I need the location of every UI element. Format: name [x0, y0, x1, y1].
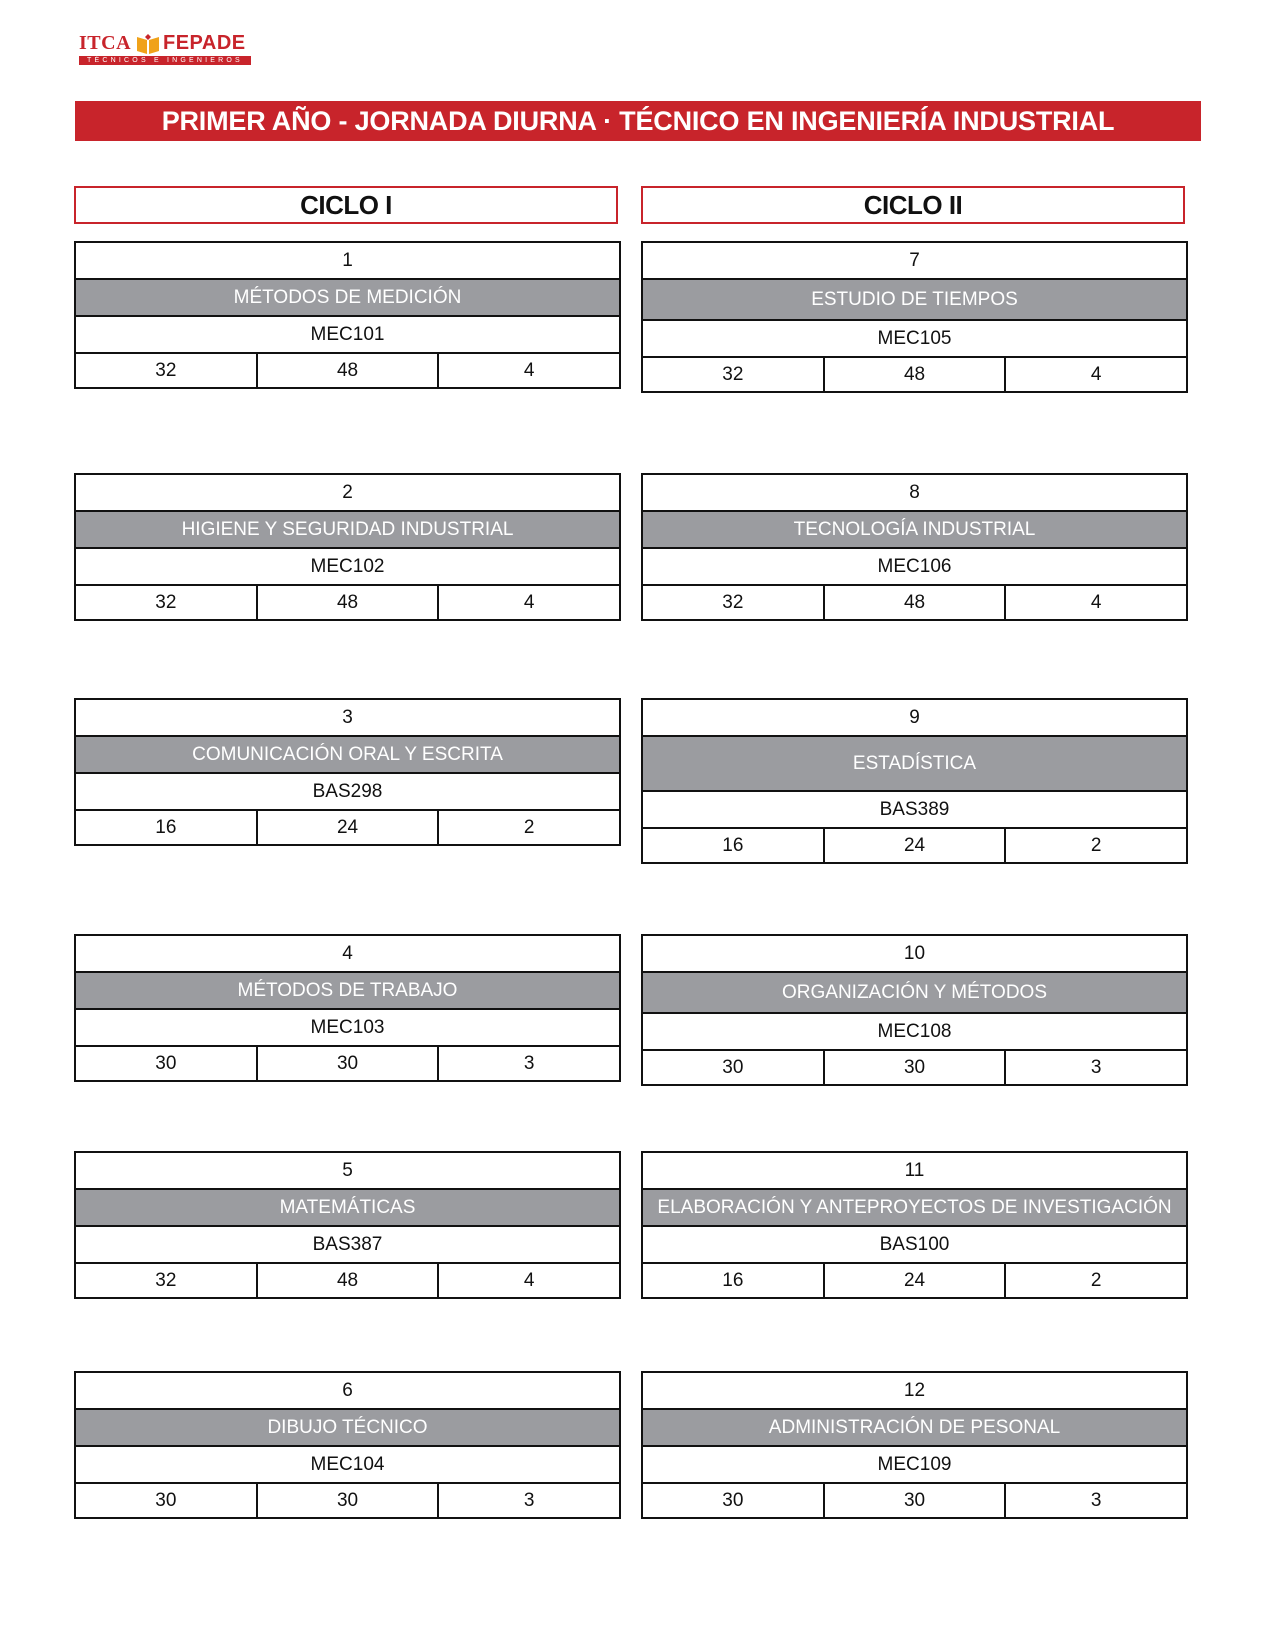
- course-name: ADMINISTRACIÓN DE PESONAL: [643, 1410, 1186, 1447]
- course-values-row: [643, 1051, 1186, 1084]
- itca-fepade-logo: [79, 32, 254, 68]
- course-name: ORGANIZACIÓN Y MÉTODOS: [643, 973, 1186, 1014]
- course-card: [74, 1151, 621, 1299]
- course-values-row: [643, 586, 1186, 619]
- course-value: 30: [76, 1484, 258, 1517]
- course-card: [74, 241, 621, 389]
- course-card: [641, 698, 1188, 864]
- course-code: BAS298: [76, 774, 619, 811]
- course-value: 24: [825, 829, 1007, 862]
- course-values-row: [76, 586, 619, 619]
- course-values-row: [76, 354, 619, 387]
- course-code: MEC102: [76, 549, 619, 586]
- course-value: 4: [1090, 363, 1102, 385]
- course-values-row: [643, 358, 1186, 391]
- course-value: 16: [76, 811, 258, 844]
- course-value: 30: [258, 1484, 440, 1517]
- course-card: [641, 934, 1188, 1086]
- cycle-1-header: CICLO I: [74, 186, 618, 224]
- course-name: HIGIENE Y SEGURIDAD INDUSTRIAL: [76, 512, 619, 549]
- course-value: 4: [523, 1269, 535, 1291]
- course-name: MÉTODOS DE TRABAJO: [76, 973, 619, 1010]
- course-name: DIBUJO TÉCNICO: [76, 1410, 619, 1447]
- course-value: 24: [258, 811, 440, 844]
- course-number: 3: [76, 700, 619, 737]
- course-card: [74, 1371, 621, 1519]
- course-value: 24: [825, 1264, 1007, 1297]
- book-icon: [135, 33, 161, 55]
- course-name: TECNOLOGÍA INDUSTRIAL: [643, 512, 1186, 549]
- course-values-row: [76, 1047, 619, 1080]
- course-number: 5: [76, 1153, 619, 1190]
- course-name: ESTUDIO DE TIEMPOS: [643, 280, 1186, 321]
- course-card: [74, 698, 621, 846]
- course-value: 30: [825, 1051, 1007, 1084]
- logo-itca-text: ITCA: [79, 32, 132, 54]
- course-card: [74, 934, 621, 1082]
- course-value: 30: [643, 1484, 825, 1517]
- course-value: 32: [76, 586, 258, 619]
- course-code: MEC104: [76, 1447, 619, 1484]
- course-value: 4: [523, 359, 535, 381]
- logo-fepade-text: FEPADE: [163, 32, 246, 54]
- course-code: MEC106: [643, 549, 1186, 586]
- course-values-row: [643, 1264, 1186, 1297]
- course-value: 30: [643, 1051, 825, 1084]
- course-value: 3: [1090, 1056, 1102, 1078]
- course-name: MATEMÁTICAS: [76, 1190, 619, 1227]
- course-value: 4: [523, 591, 535, 613]
- course-card: [641, 473, 1188, 621]
- course-value: 32: [76, 354, 258, 387]
- course-value: 30: [258, 1047, 440, 1080]
- course-card: [641, 1371, 1188, 1519]
- course-code: MEC103: [76, 1010, 619, 1047]
- course-number: 2: [76, 475, 619, 512]
- course-value: 32: [643, 358, 825, 391]
- course-name: ELABORACIÓN Y ANTEPROYECTOS DE INVESTIGACIÓN: [643, 1190, 1186, 1227]
- logo-tagline: TÉCNICOS E INGENIEROS: [79, 56, 251, 65]
- course-card: [74, 473, 621, 621]
- course-card: [641, 1151, 1188, 1299]
- course-value: 30: [76, 1047, 258, 1080]
- course-values-row: [643, 829, 1186, 862]
- course-value: 48: [258, 586, 440, 619]
- course-name: MÉTODOS DE MEDICIÓN: [76, 280, 619, 317]
- course-value: 3: [523, 1052, 535, 1074]
- course-value: 2: [523, 816, 535, 838]
- course-value: 3: [523, 1489, 535, 1511]
- course-code: BAS387: [76, 1227, 619, 1264]
- course-value: 16: [643, 1264, 825, 1297]
- course-number: 11: [643, 1153, 1186, 1190]
- course-value: 16: [643, 829, 825, 862]
- course-code: MEC109: [643, 1447, 1186, 1484]
- course-name: ESTADÍSTICA: [643, 737, 1186, 792]
- course-values-row: [76, 811, 619, 844]
- course-number: 10: [643, 936, 1186, 973]
- course-value: 48: [258, 1264, 440, 1297]
- page-title-banner: PRIMER AÑO - JORNADA DIURNA · TÉCNICO EN INGENIERÍA INDUSTRIAL: [75, 101, 1201, 141]
- course-value: 32: [643, 586, 825, 619]
- course-value: 2: [1090, 1269, 1102, 1291]
- course-card: [641, 241, 1188, 393]
- course-value: 3: [1090, 1489, 1102, 1511]
- course-code: MEC101: [76, 317, 619, 354]
- course-number: 7: [643, 243, 1186, 280]
- course-name: COMUNICACIÓN ORAL Y ESCRITA: [76, 737, 619, 774]
- course-number: 8: [643, 475, 1186, 512]
- course-values-row: [76, 1484, 619, 1517]
- course-number: 12: [643, 1373, 1186, 1410]
- course-number: 6: [76, 1373, 619, 1410]
- course-code: MEC108: [643, 1014, 1186, 1051]
- course-value: 32: [76, 1264, 258, 1297]
- course-value: 4: [1090, 591, 1102, 613]
- course-number: 1: [76, 243, 619, 280]
- course-code: BAS100: [643, 1227, 1186, 1264]
- course-value: 48: [258, 354, 440, 387]
- course-number: 4: [76, 936, 619, 973]
- course-value: 2: [1090, 834, 1102, 856]
- course-code: MEC105: [643, 321, 1186, 358]
- cycle-2-header: CICLO II: [641, 186, 1185, 224]
- course-number: 9: [643, 700, 1186, 737]
- course-code: BAS389: [643, 792, 1186, 829]
- course-values-row: [76, 1264, 619, 1297]
- course-value: 30: [825, 1484, 1007, 1517]
- course-values-row: [643, 1484, 1186, 1517]
- course-value: 48: [825, 586, 1007, 619]
- course-value: 48: [825, 358, 1007, 391]
